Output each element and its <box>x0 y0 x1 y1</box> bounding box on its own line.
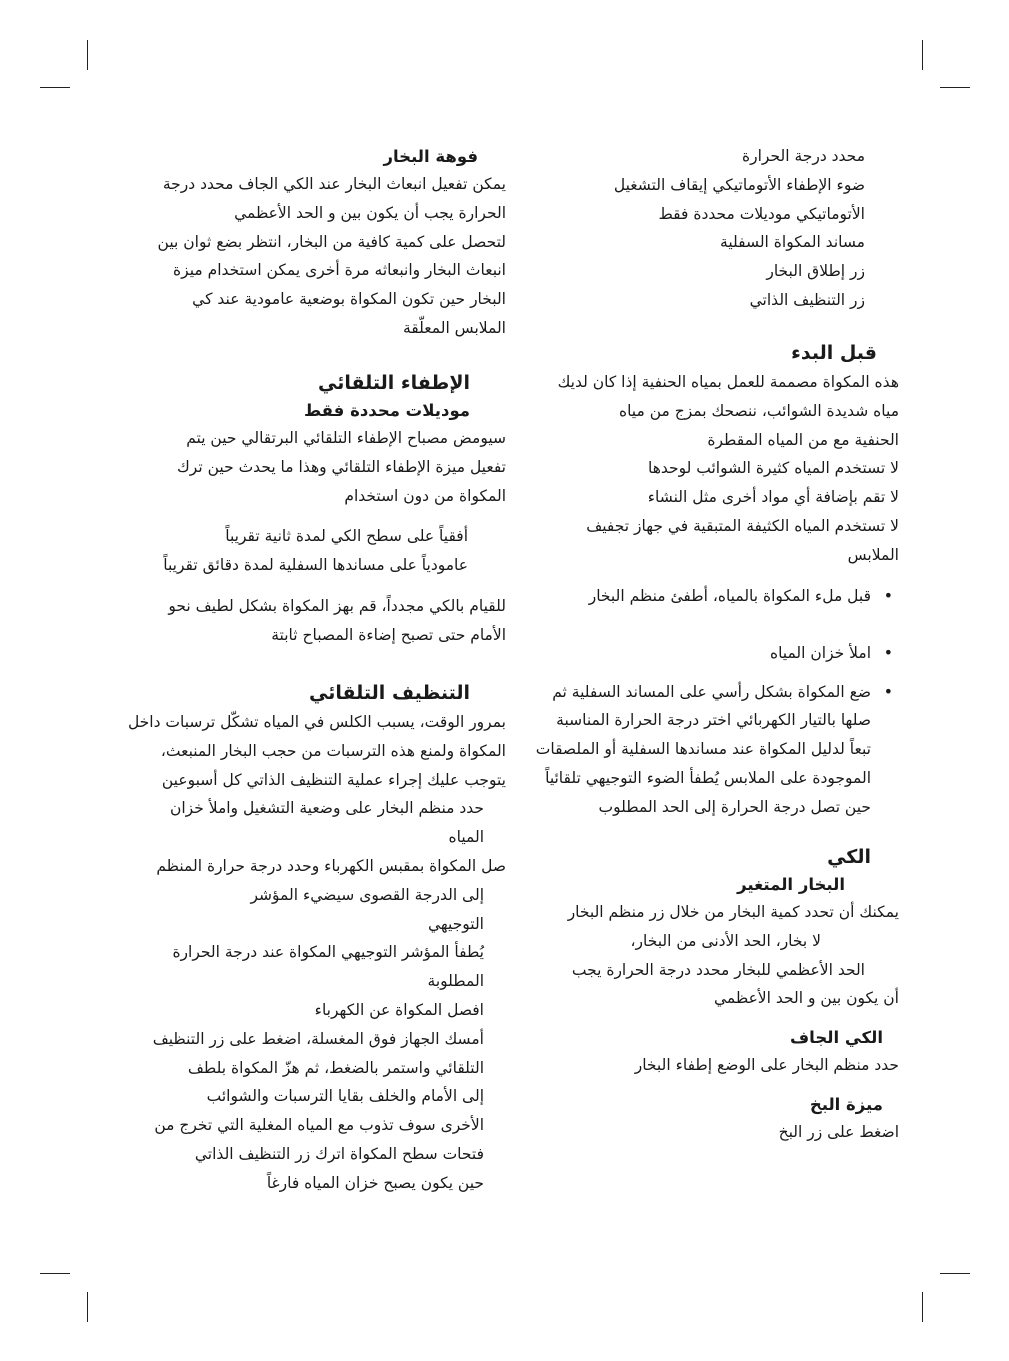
bullet-line: • ضع المكواة بشكل رأسي على المساند السفلية ثم <box>552 682 871 701</box>
crop-mark <box>940 1273 970 1274</box>
crop-mark <box>940 87 970 88</box>
sub-heading: الكي الجاف <box>790 1028 883 1048</box>
paragraph-line: الحنفية مع من المياه المقطرة <box>707 430 899 449</box>
bullet-line: حين تصل درجة الحرارة إلى الحد المطلوب <box>598 797 871 816</box>
ironing-section <box>519 842 899 1147</box>
paragraph-line: حدد منظم البخار على الوضع إطفاء البخار <box>634 1056 899 1075</box>
paragraph-line: لا تستخدم المياه الكثيفة المتبقية في جهاز تجفيف <box>586 516 899 535</box>
crop-mark <box>40 1273 70 1274</box>
step-line: إلى الدرجة القصوى سيضيء المؤشر <box>250 885 484 904</box>
bullet-item <box>519 678 899 822</box>
paragraph-line: الملابس المعلّقة <box>403 318 506 337</box>
step-line: الأخرى سوف تذوب مع المياه المغلية التي تخرج من <box>154 1116 484 1135</box>
sub-heading: موديلات محددة فقط <box>303 401 470 420</box>
parts-item: زر إطلاق البخار <box>766 262 865 281</box>
paragraph-line: البخار حين تكون المكواة بوضعية عامودية عند كي <box>192 290 506 309</box>
crop-mark <box>922 40 923 70</box>
sub-heading: البخار المتغير <box>737 875 845 894</box>
crop-mark <box>40 87 70 88</box>
step-line: التوجيهي <box>427 914 484 933</box>
sub-heading: ميزة البخ <box>809 1094 883 1114</box>
parts-item: زر التنظيف الذاتي <box>749 290 865 309</box>
bullet-line: صلها بالتيار الكهربائي اختر درجة الحرارة المناسبة <box>556 711 871 730</box>
paragraph-line: يمكن تفعيل انبعاث البخار عند الكي الجاف محدد درجة <box>162 175 506 193</box>
bullet-line: تبعاً لدليل المكواة عند مساندها السفلية أو الملصقات <box>535 740 871 759</box>
auto-off-section <box>116 368 506 650</box>
before-start-section <box>519 338 899 570</box>
paragraph-line: أن يكون بين و الحد الأعظمي <box>713 989 899 1008</box>
bullet-item: • قبل ملء المكواة بالمياه، أطفئ منظم البخار <box>519 582 899 611</box>
condition-line: عامودياً على مساندها السفلية لمدة دقائق تقريباً <box>163 556 468 575</box>
paragraph-line: يمكنك أن تحدد كمية البخار من خلال زر منظم البخار <box>567 903 899 921</box>
steam-burst-section <box>116 144 506 343</box>
crop-mark <box>87 40 88 70</box>
bullet-item: • املأ خزان المياه <box>519 639 899 668</box>
paragraph-line: الملابس <box>847 545 899 564</box>
step-line: افصل المكواة عن الكهرباء <box>314 1000 484 1019</box>
crop-mark <box>87 1292 88 1322</box>
step-line: المياه <box>448 828 484 847</box>
step-line: المطلوبة <box>427 972 484 991</box>
step-line: فتحات سطح المكواة اترك زر التنظيف الذاتي <box>194 1144 484 1163</box>
paragraph-line: المكواة ولمنع هذه الترسبات من حجب البخار المنبعث، <box>160 741 506 760</box>
paragraph-line: سيومض مصباح الإطفاء التلقائي البرتقالي حين يتم <box>186 429 506 447</box>
parts-list <box>535 142 865 315</box>
instruction-bullets <box>519 582 899 822</box>
paragraph-line: لا بخار، الحد الأدنى من البخار، <box>630 931 821 950</box>
parts-item: مساند المكواة السفلية <box>720 233 865 252</box>
paragraph-line: لا تستخدم المياه كثيرة الشوائب لوحدها <box>648 459 899 478</box>
section-heading: الإطفاء التلقائي <box>317 372 470 394</box>
crop-mark <box>922 1292 923 1322</box>
paragraph-line: مياه شديدة الشوائب، ننصحك بمزج من مياه <box>618 401 899 420</box>
paragraph-line: انبعاث البخار وانبعاثه مرة أخرى يمكن استخدام ميزة <box>173 261 506 280</box>
step-line: التلقائي واستمر بالضغط، ثم هزّ المكواة بلطف <box>187 1058 484 1077</box>
paragraph-line: المكواة من دون استخدام <box>344 486 506 505</box>
self-clean-section <box>116 678 506 1198</box>
step-line: أمسك الجهاز فوق المغسلة، اضغط على زر التنظيف <box>152 1029 484 1048</box>
paragraph-line: يتوجب عليك إجراء عملية التنظيف الذاتي كل أسبوعين <box>161 770 506 789</box>
section-heading: فوهة البخار <box>383 147 478 166</box>
paragraph-line: للقيام بالكي مجدداً، قم بهز المكواة بشكل لطيف نحو <box>168 596 506 615</box>
paragraph-line: هذه المكواة مصممة للعمل بمياه الحنفية إذا كان لديك <box>557 373 899 391</box>
section-heading: قبل البدء <box>791 342 877 364</box>
parts-item: ضوء الإطفاء الأتوماتيكي إيقاف التشغيل <box>613 175 865 194</box>
step-line: صل المكواة بمقبس الكهرباء وحدد درجة حرارة المنظم <box>156 856 506 875</box>
paragraph-line: اضغط على زر البخ <box>778 1122 899 1141</box>
paragraph-line: الحد الأعظمي للبخار محدد درجة الحرارة يجب <box>571 960 865 979</box>
step-line: يُطفأ المؤشر التوجيهي المكواة عند درجة الحرارة <box>172 943 484 962</box>
paragraph-line: لا تقم بإضافة أي مواد أخرى مثل النشاء <box>647 488 899 507</box>
bullet-line: الموجودة على الملابس يُطفأ الضوء التوجيهي تلقائياً <box>545 768 871 787</box>
section-heading: التنظيف التلقائي <box>309 682 470 704</box>
section-heading: الكي <box>827 846 871 868</box>
step-line: إلى الأمام والخلف بقايا الترسبات والشوائب <box>206 1087 484 1106</box>
paragraph-line: تفعيل ميزة الإطفاء التلقائي وهذا ما يحدث حين ترك <box>177 457 506 476</box>
parts-item: محدد درجة الحرارة <box>742 147 865 165</box>
step-line: حدد منظم البخار على وضعية التشغيل واملأ خزان <box>169 799 484 818</box>
paragraph-line: الأمام حتى تصبح إضاءة المصباح ثابتة <box>271 625 506 644</box>
paragraph-line: الحرارة يجب أن يكون بين و الحد الأعظمي <box>234 203 506 222</box>
step-line: حين يكون يصبح خزان المياه فارغاً <box>266 1173 484 1192</box>
condition-line: أفقياً على سطح الكي لمدة ثانية تقريباً <box>225 527 468 546</box>
paragraph-line: لتحصل على كمية كافية من البخار، انتظر بضع ثوان بين <box>157 232 506 251</box>
paragraph-line: بمرور الوقت، يسبب الكلس في المياه تشكّل ترسبات داخل <box>127 713 506 731</box>
parts-item: الأتوماتيكي موديلات محددة فقط <box>658 204 865 223</box>
